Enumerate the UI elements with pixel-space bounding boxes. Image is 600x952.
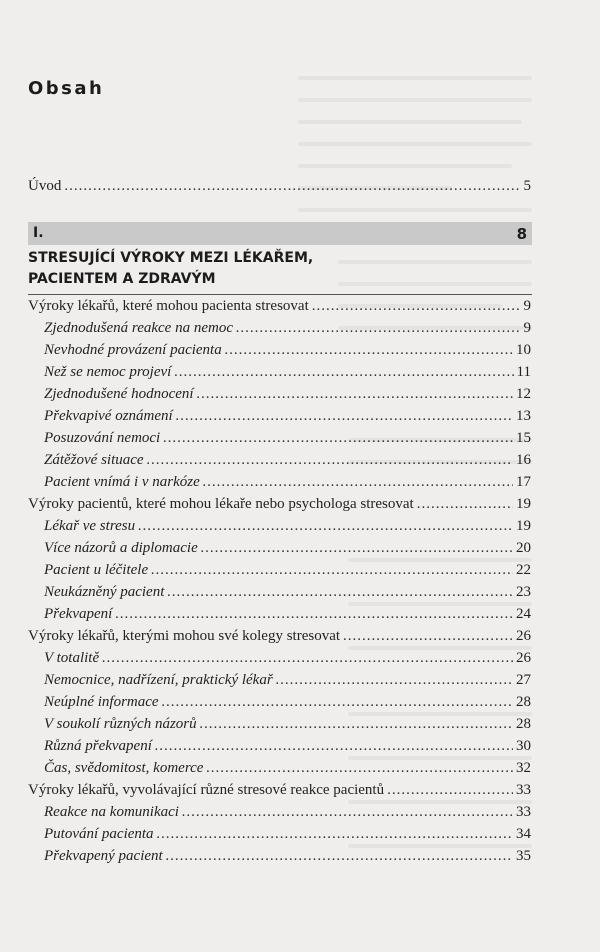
toc-entry-label: Překvapivé oznámení bbox=[44, 408, 173, 424]
toc-entry-label: Zátěžové situace bbox=[44, 452, 144, 468]
toc-entry-page: 33 bbox=[516, 782, 531, 798]
dot-leader bbox=[64, 178, 520, 195]
dot-leader bbox=[157, 826, 513, 843]
toc-entry-label: Úvod bbox=[28, 178, 62, 194]
dot-leader bbox=[163, 430, 513, 447]
toc-entry-label: Překvapení bbox=[44, 606, 113, 622]
chapter-number: I. bbox=[33, 225, 44, 241]
toc-entry-label: Nevhodné provázení pacienta bbox=[44, 342, 222, 358]
toc-section[interactable] bbox=[28, 298, 531, 318]
dot-leader bbox=[151, 562, 513, 579]
toc-entry-label: V totalitě bbox=[44, 650, 100, 666]
toc-entry-label: Lékař ve stresu bbox=[44, 518, 136, 534]
toc-entry-page: 27 bbox=[516, 672, 531, 688]
toc-section[interactable] bbox=[28, 628, 531, 648]
toc-entry-page: 20 bbox=[516, 540, 531, 556]
toc-entry-page: 22 bbox=[516, 562, 531, 578]
toc-entry-label: Výroky pacientů, které mohou lékaře nebo psychologa stresovat bbox=[28, 496, 414, 512]
toc-subentry[interactable] bbox=[44, 826, 531, 846]
dot-leader bbox=[417, 496, 513, 513]
toc-subentry[interactable] bbox=[44, 716, 531, 736]
toc-subentry[interactable] bbox=[44, 848, 531, 868]
dot-leader bbox=[167, 584, 513, 601]
toc-entry-label: Zjednodušená reakce na nemoc bbox=[44, 320, 233, 336]
toc-entry-page: 24 bbox=[516, 606, 531, 622]
toc-subentry[interactable] bbox=[44, 474, 531, 494]
toc-entry-page: 17 bbox=[516, 474, 531, 490]
toc-entry-page: 10 bbox=[516, 342, 531, 358]
toc-subentry[interactable] bbox=[44, 452, 531, 472]
dot-leader bbox=[147, 452, 513, 469]
toc-subentry[interactable] bbox=[44, 518, 531, 538]
toc-entry-page: 11 bbox=[516, 364, 531, 380]
toc-section[interactable] bbox=[28, 496, 531, 516]
toc-entry-label: Pacient vnímá i v narkóze bbox=[44, 474, 200, 490]
toc-entry-label: V soukolí různých názorů bbox=[44, 716, 197, 732]
toc-entry-label: Neukázněný pacient bbox=[44, 584, 165, 600]
dot-leader bbox=[312, 298, 521, 315]
toc-entry-label: Výroky lékařů, které mohou pacienta stresovat bbox=[28, 298, 309, 314]
dot-leader bbox=[343, 628, 513, 645]
toc-entry-label: Více názorů a diplomacie bbox=[44, 540, 198, 556]
toc-entry-label: Posuzování nemoci bbox=[44, 430, 161, 446]
toc-subentry[interactable] bbox=[44, 694, 531, 714]
toc-subentry[interactable] bbox=[44, 386, 531, 406]
toc-entry-page: 12 bbox=[516, 386, 531, 402]
chapter-title-line-2: PACIENTEM A ZDRAVÝM bbox=[28, 271, 216, 287]
toc-subentry[interactable] bbox=[44, 342, 531, 362]
toc-entry-page: 28 bbox=[516, 694, 531, 710]
chapter-title bbox=[28, 248, 508, 290]
toc-entry-intro[interactable] bbox=[28, 178, 531, 198]
toc-entry-label: Putování pacienta bbox=[44, 826, 154, 842]
toc-entry-page: 30 bbox=[516, 738, 531, 754]
toc-subentry[interactable] bbox=[44, 430, 531, 450]
toc-subentry[interactable] bbox=[44, 584, 531, 604]
toc-subentry[interactable] bbox=[44, 606, 531, 626]
toc-entry-page: 13 bbox=[516, 408, 531, 424]
page-title: Obsah bbox=[28, 78, 105, 99]
dot-leader bbox=[155, 738, 513, 755]
dot-leader bbox=[166, 848, 513, 865]
toc-subentry[interactable] bbox=[44, 364, 531, 384]
toc-entry-page: 5 bbox=[523, 178, 531, 194]
toc-entry-page: 19 bbox=[516, 496, 531, 512]
toc-subentry[interactable] bbox=[44, 760, 531, 780]
toc-subentry[interactable] bbox=[44, 738, 531, 758]
toc-entry-page: 33 bbox=[516, 804, 531, 820]
toc-entry-page: 26 bbox=[516, 650, 531, 666]
dot-leader bbox=[138, 518, 513, 535]
dot-leader bbox=[276, 672, 513, 689]
toc-entry-page: 19 bbox=[516, 518, 531, 534]
toc-subentry[interactable] bbox=[44, 320, 531, 340]
toc-entry-page: 16 bbox=[516, 452, 531, 468]
chapter-rule bbox=[28, 294, 532, 295]
toc-entry-page: 34 bbox=[516, 826, 531, 842]
toc-subentry[interactable] bbox=[44, 408, 531, 428]
toc-subentry[interactable] bbox=[44, 562, 531, 582]
toc-entry-label: Než se nemoc projeví bbox=[44, 364, 172, 380]
toc-subentry[interactable] bbox=[44, 804, 531, 824]
dot-leader bbox=[201, 540, 513, 557]
chapter-page: 8 bbox=[516, 225, 527, 243]
toc-entry-label: Čas, svědomitost, komerce bbox=[44, 760, 204, 776]
toc-entry-label: Reakce na komunikaci bbox=[44, 804, 179, 820]
toc-entry-label: Překvapený pacient bbox=[44, 848, 163, 864]
toc-entry-label: Neúplné informace bbox=[44, 694, 159, 710]
toc-subentry[interactable] bbox=[44, 540, 531, 560]
dot-leader bbox=[176, 408, 513, 425]
toc-subentry[interactable] bbox=[44, 672, 531, 692]
toc-entry-label: Zjednodušené hodnocení bbox=[44, 386, 194, 402]
toc-entry-page: 23 bbox=[516, 584, 531, 600]
dot-leader bbox=[387, 782, 513, 799]
chapter-title-line-1: STRESUJÍCÍ VÝROKY MEZI LÉKAŘEM, bbox=[28, 250, 314, 266]
toc-entry-page: 32 bbox=[516, 760, 531, 776]
dot-leader bbox=[203, 474, 513, 491]
toc-entry-page: 26 bbox=[516, 628, 531, 644]
toc-entry-label: Různá překvapení bbox=[44, 738, 152, 754]
dot-leader bbox=[206, 760, 513, 777]
dot-leader bbox=[236, 320, 521, 337]
toc-entry-page: 9 bbox=[523, 298, 531, 314]
toc-entry-label: Nemocnice, nadřízení, praktický lékař bbox=[44, 672, 273, 688]
dot-leader bbox=[182, 804, 513, 821]
dot-leader bbox=[102, 650, 513, 667]
dot-leader bbox=[115, 606, 513, 623]
toc-entry-label: Pacient u léčitele bbox=[44, 562, 149, 578]
dot-leader bbox=[174, 364, 513, 381]
chapter-header-bar bbox=[28, 222, 532, 245]
dot-leader bbox=[197, 386, 513, 403]
toc-section[interactable] bbox=[28, 782, 531, 802]
dot-leader bbox=[162, 694, 513, 711]
toc-entry-label: Výroky lékařů, kterými mohou své kolegy stresovat bbox=[28, 628, 341, 644]
toc-subentry[interactable] bbox=[44, 650, 531, 670]
toc-entry-page: 9 bbox=[523, 320, 531, 336]
toc-entry-page: 15 bbox=[516, 430, 531, 446]
toc-entry-page: 35 bbox=[516, 848, 531, 864]
toc-entry-label: Výroky lékařů, vyvolávající různé stresové reakce pacientů bbox=[28, 782, 385, 798]
dot-leader bbox=[200, 716, 513, 733]
toc-entry-page: 28 bbox=[516, 716, 531, 732]
dot-leader bbox=[225, 342, 513, 359]
